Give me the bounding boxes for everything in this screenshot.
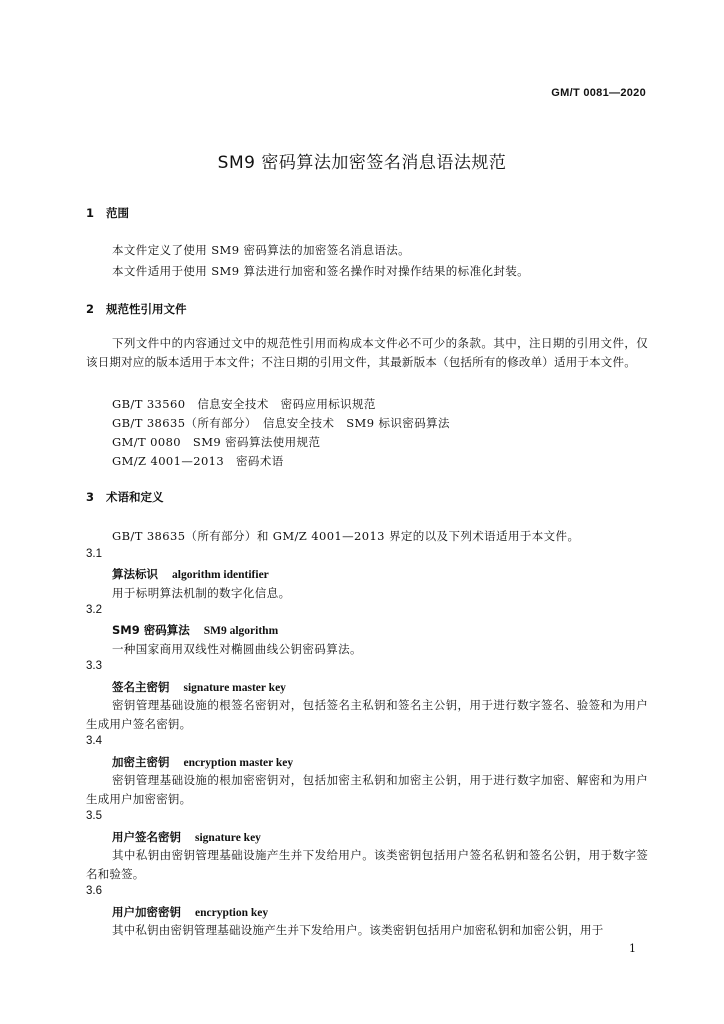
- term-heading: [112, 679, 286, 695]
- term-zh: 用户加密密钥: [112, 905, 181, 919]
- paragraph: 本文件适用于使用 SM9 算法进行加密和签名操作时对操作结果的标准化封装。: [112, 264, 530, 278]
- term-definition: 其中私钥由密钥管理基础设施产生并下发给用户。该类密钥包括用户签名私钥和签名公钥，用于数字签名和验签。: [86, 848, 648, 881]
- term-en: signature key: [195, 832, 261, 844]
- term-zh: 加密主密钥: [112, 755, 170, 769]
- section-2-heading: [86, 301, 187, 317]
- section-title: 术语和定义: [106, 490, 164, 504]
- term-zh: 用户签名密钥: [112, 830, 181, 844]
- paragraph: GB/T 38635（所有部分）和 GM/Z 4001—2013 界定的以及下列术语适用于本文件。: [112, 529, 580, 543]
- section-number: 3: [86, 490, 95, 504]
- reference-item: GM/T 0080 SM9 密码算法使用规范: [112, 435, 321, 449]
- term-number: 3.2: [86, 604, 102, 616]
- term-number: 3.1: [86, 548, 102, 560]
- section-number: 1: [86, 206, 95, 220]
- term-definition: 用于标明算法机制的数字化信息。: [112, 586, 291, 600]
- section-1-heading: [86, 205, 129, 221]
- term-en: encryption master key: [183, 757, 294, 769]
- term-number: 3.3: [86, 660, 102, 672]
- term-definition: 密钥管理基础设施的根签名密钥对，包括签名主私钥和签名主公钥，用于进行数字签名、验签和为用户生成用户签名密钥。: [86, 698, 648, 731]
- reference-item: GB/T 33560 信息安全技术 密码应用标识规范: [112, 397, 376, 411]
- reference-item: GM/Z 4001—2013 密码术语: [112, 454, 284, 468]
- section-3-heading: [86, 489, 164, 505]
- term-en: encryption key: [195, 907, 269, 919]
- term-heading: [112, 754, 293, 770]
- term-zh: 签名主密钥: [112, 680, 170, 694]
- page-number: 1: [629, 942, 636, 955]
- section-title: 规范性引用文件: [106, 302, 187, 316]
- term-number: 3.5: [86, 810, 102, 822]
- term-heading: [112, 829, 261, 845]
- term-definition: 密钥管理基础设施的根加密密钥对，包括加密主私钥和加密主公钥，用于进行数字加密、解密和为用户生成用户加密密钥。: [86, 773, 648, 806]
- term-heading: [112, 566, 269, 582]
- term-en: algorithm identifier: [172, 569, 269, 581]
- term-definition: 其中私钥由密钥管理基础设施产生并下发给用户。该类密钥包括用户加密私钥和加密公钥，用于: [112, 923, 604, 937]
- page-title: SM9 密码算法加密签名消息语法规范: [217, 153, 507, 173]
- paragraph: 下列文件中的内容通过文中的规范性引用而构成本文件必不可少的条款。其中，注日期的引用文件，仅该日期对应的版本适用于本文件；不注日期的引用文件，其最新版本（包括所有的修改单）适用于本文件。: [86, 336, 648, 369]
- term-definition: 一种国家商用双线性对椭圆曲线公钥密码算法。: [112, 642, 362, 656]
- paragraph: 本文件定义了使用 SM9 密码算法的加密签名消息语法。: [112, 243, 411, 257]
- term-en: signature master key: [183, 682, 286, 694]
- term-number: 3.6: [86, 885, 102, 897]
- document-code: GM/T 0081—2020: [551, 87, 646, 99]
- term-zh: 算法标识: [112, 567, 158, 581]
- section-title: 范围: [106, 206, 129, 220]
- section-number: 2: [86, 302, 95, 316]
- term-heading: [112, 622, 278, 638]
- term-en: SM9 algorithm: [203, 625, 279, 637]
- reference-item: GB/T 38635（所有部分） 信息安全技术 SM9 标识密码算法: [112, 416, 450, 430]
- term-zh: SM9 密码算法: [112, 623, 190, 637]
- term-number: 3.4: [86, 735, 102, 747]
- term-heading: [112, 904, 268, 920]
